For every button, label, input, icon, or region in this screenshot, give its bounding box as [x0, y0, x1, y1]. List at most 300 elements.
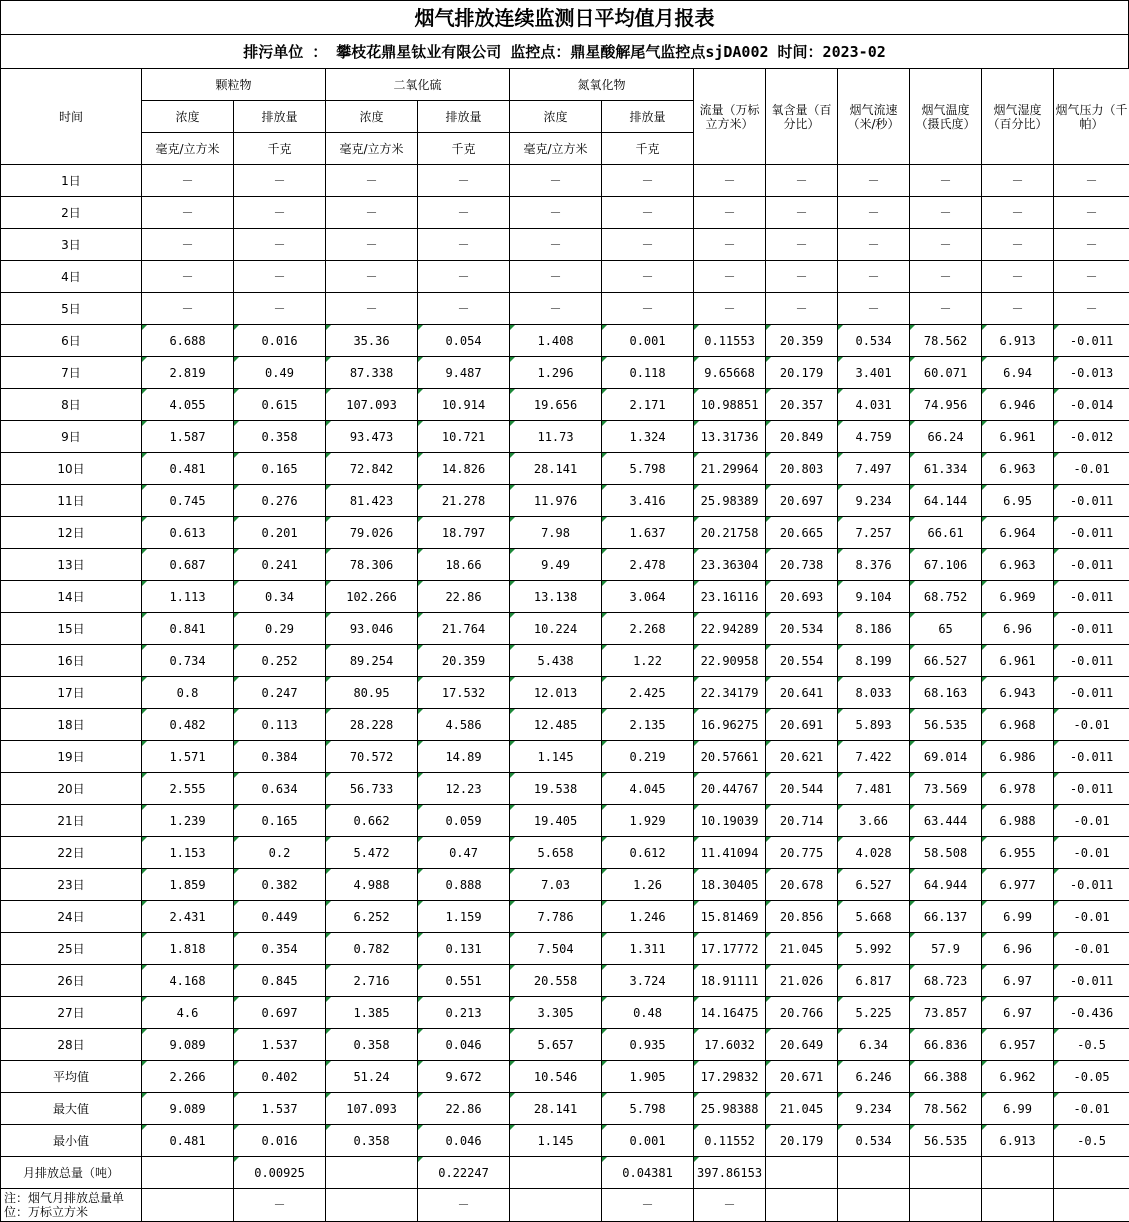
table-cell: 0.247 — [234, 677, 326, 709]
table-cell — [326, 1189, 418, 1222]
table-cell: 0.001 — [602, 1125, 694, 1157]
table-cell: 72.842 — [326, 453, 418, 485]
table-cell: 0.449 — [234, 901, 326, 933]
table-cell: － — [326, 261, 418, 293]
table-cell: 6.943 — [982, 677, 1054, 709]
table-cell: － — [766, 293, 838, 325]
unit-particulate-mass: 千克 — [234, 133, 326, 165]
table-cell: 6.964 — [982, 517, 1054, 549]
table-cell: － — [234, 293, 326, 325]
table-cell: -0.011 — [1054, 645, 1129, 677]
table-cell: 0.219 — [602, 741, 694, 773]
table-cell: 1.239 — [142, 805, 234, 837]
report-title: 烟气排放连续监测日平均值月报表 — [0, 0, 1129, 35]
table-cell: 5.658 — [510, 837, 602, 869]
table-cell: 10.721 — [418, 421, 510, 453]
table-cell: 3.66 — [838, 805, 910, 837]
unit-nox-conc: 毫克/立方米 — [510, 133, 602, 165]
table-cell: 81.423 — [326, 485, 418, 517]
table-cell: 22.86 — [418, 581, 510, 613]
table-cell: 0.612 — [602, 837, 694, 869]
table-cell: 6.961 — [982, 645, 1054, 677]
table-cell: － — [142, 165, 234, 197]
table-cell: 10.546 — [510, 1061, 602, 1093]
table-cell: － — [1054, 197, 1129, 229]
table-cell: 0.481 — [142, 453, 234, 485]
table-row — [1, 1157, 1129, 1189]
header-flow: 流量（万标立方米） — [694, 69, 766, 165]
table-cell: 66.836 — [910, 1029, 982, 1061]
table-cell: － — [234, 197, 326, 229]
table-cell: 66.24 — [910, 421, 982, 453]
table-cell: 20.179 — [766, 357, 838, 389]
table-cell: － — [234, 1189, 326, 1222]
row-label: 7日 — [1, 357, 142, 389]
table-cell — [766, 1189, 838, 1222]
table-cell: 0.131 — [418, 933, 510, 965]
table-cell: 0.935 — [602, 1029, 694, 1061]
row-label: 15日 — [1, 613, 142, 645]
table-cell: 5.992 — [838, 933, 910, 965]
table-cell: 0.358 — [326, 1125, 418, 1157]
table-cell: 14.826 — [418, 453, 510, 485]
table-cell: 0.382 — [234, 869, 326, 901]
table-cell: 0.201 — [234, 517, 326, 549]
table-row — [1, 613, 1129, 645]
row-label: 9日 — [1, 421, 142, 453]
table-cell: 20.714 — [766, 805, 838, 837]
table-cell: 10.224 — [510, 613, 602, 645]
table-cell: 1.859 — [142, 869, 234, 901]
table-cell: 6.96 — [982, 933, 1054, 965]
table-cell: 63.444 — [910, 805, 982, 837]
table-cell: 6.688 — [142, 325, 234, 357]
table-cell: 3.064 — [602, 581, 694, 613]
table-cell: 1.408 — [510, 325, 602, 357]
table-cell: -0.014 — [1054, 389, 1129, 421]
table-cell: 9.65668 — [694, 357, 766, 389]
table-cell: 6.978 — [982, 773, 1054, 805]
table-cell: 64.144 — [910, 485, 982, 517]
table-cell: 68.163 — [910, 677, 982, 709]
table-cell: － — [694, 165, 766, 197]
table-cell: 9.234 — [838, 485, 910, 517]
table-cell: -0.012 — [1054, 421, 1129, 453]
note-label: 注：烟气月排放总量单位：万标立方米 — [1, 1189, 142, 1222]
table-cell: 0.48 — [602, 997, 694, 1029]
table-cell: 56.733 — [326, 773, 418, 805]
table-cell: 7.03 — [510, 869, 602, 901]
table-row — [1, 197, 1129, 229]
table-cell: 18.30405 — [694, 869, 766, 901]
table-cell: -0.013 — [1054, 357, 1129, 389]
table-cell: 6.946 — [982, 389, 1054, 421]
table-cell: 73.857 — [910, 997, 982, 1029]
table-cell: 0.046 — [418, 1125, 510, 1157]
table-cell: 17.532 — [418, 677, 510, 709]
table-cell: 64.944 — [910, 869, 982, 901]
table-cell: 66.388 — [910, 1061, 982, 1093]
table-cell — [838, 1189, 910, 1222]
table-cell: -0.011 — [1054, 581, 1129, 613]
table-cell: 70.572 — [326, 741, 418, 773]
table-cell: 0.113 — [234, 709, 326, 741]
table-cell: 1.587 — [142, 421, 234, 453]
table-row — [1, 549, 1129, 581]
table-cell: 12.485 — [510, 709, 602, 741]
table-cell: 1.145 — [510, 1125, 602, 1157]
table-row — [1, 805, 1129, 837]
table-row — [1, 485, 1129, 517]
table-cell: 66.61 — [910, 517, 982, 549]
table-cell: － — [694, 1189, 766, 1222]
table-cell: 93.046 — [326, 613, 418, 645]
table-cell: 25.98389 — [694, 485, 766, 517]
table-cell: 6.963 — [982, 549, 1054, 581]
row-label: 最小值 — [1, 1125, 142, 1157]
table-cell: 9.672 — [418, 1061, 510, 1093]
unit-particulate-conc: 毫克/立方米 — [142, 133, 234, 165]
table-cell: － — [326, 197, 418, 229]
table-cell: － — [326, 165, 418, 197]
table-cell: － — [766, 261, 838, 293]
row-label: 6日 — [1, 325, 142, 357]
table-cell: － — [694, 197, 766, 229]
table-cell: 23.16116 — [694, 581, 766, 613]
table-cell: 1.153 — [142, 837, 234, 869]
table-cell: 13.138 — [510, 581, 602, 613]
table-cell: -0.01 — [1054, 933, 1129, 965]
table-row — [1, 357, 1129, 389]
table-cell: 14.89 — [418, 741, 510, 773]
report-subtitle: 排污单位 ： 攀枝花鼎星钛业有限公司 监控点：鼎星酸解尾气监控点sjDA002 时间：2023-02 — [0, 34, 1129, 69]
table-cell: 79.026 — [326, 517, 418, 549]
table-cell: － — [910, 293, 982, 325]
table-cell: 5.798 — [602, 453, 694, 485]
table-cell: 20.359 — [766, 325, 838, 357]
table-cell: 12.23 — [418, 773, 510, 805]
table-cell: 0.551 — [418, 965, 510, 997]
table-cell: 20.766 — [766, 997, 838, 1029]
table-cell: 7.257 — [838, 517, 910, 549]
table-cell: 20.671 — [766, 1061, 838, 1093]
table-cell: 0.054 — [418, 325, 510, 357]
table-cell: 4.045 — [602, 773, 694, 805]
header-oxygen: 氧含量（百分比） — [766, 69, 838, 165]
table-cell: 4.759 — [838, 421, 910, 453]
row-label: 28日 — [1, 1029, 142, 1061]
table-cell — [510, 1157, 602, 1189]
table-cell: － — [694, 261, 766, 293]
table-cell: -0.011 — [1054, 549, 1129, 581]
table-cell: 1.311 — [602, 933, 694, 965]
table-cell: 6.963 — [982, 453, 1054, 485]
table-cell: － — [234, 261, 326, 293]
row-label: 1日 — [1, 165, 142, 197]
table-cell: 6.94 — [982, 357, 1054, 389]
table-cell: 0.697 — [234, 997, 326, 1029]
row-label: 14日 — [1, 581, 142, 613]
table-cell: 2.135 — [602, 709, 694, 741]
table-cell: － — [326, 293, 418, 325]
table-row — [1, 229, 1129, 261]
table-cell: 0.8 — [142, 677, 234, 709]
table-cell: 10.914 — [418, 389, 510, 421]
table-cell: 0.384 — [234, 741, 326, 773]
table-cell: 51.24 — [326, 1061, 418, 1093]
table-cell: 0.888 — [418, 869, 510, 901]
table-cell: 6.817 — [838, 965, 910, 997]
table-cell: 0.662 — [326, 805, 418, 837]
table-cell: － — [982, 165, 1054, 197]
table-cell: － — [602, 165, 694, 197]
table-cell — [510, 1189, 602, 1222]
table-cell: 2.716 — [326, 965, 418, 997]
table-row — [1, 1125, 1129, 1157]
table-cell — [1054, 1157, 1129, 1189]
table-cell: － — [510, 293, 602, 325]
table-cell: 0.241 — [234, 549, 326, 581]
row-label: 22日 — [1, 837, 142, 869]
table-cell: － — [510, 197, 602, 229]
row-label: 10日 — [1, 453, 142, 485]
table-cell: 107.093 — [326, 389, 418, 421]
table-cell: 4.031 — [838, 389, 910, 421]
table-cell: 9.104 — [838, 581, 910, 613]
table-cell: 20.179 — [766, 1125, 838, 1157]
table-cell: 0.059 — [418, 805, 510, 837]
table-cell: 4.028 — [838, 837, 910, 869]
table-cell: 3.416 — [602, 485, 694, 517]
table-row — [1, 837, 1129, 869]
table-cell: 20.693 — [766, 581, 838, 613]
table-cell: 0.845 — [234, 965, 326, 997]
table-cell: 1.26 — [602, 869, 694, 901]
row-label: 26日 — [1, 965, 142, 997]
table-cell: 21.764 — [418, 613, 510, 645]
table-cell: 17.29832 — [694, 1061, 766, 1093]
table-cell: 6.913 — [982, 1125, 1054, 1157]
table-cell: 20.44767 — [694, 773, 766, 805]
table-cell: 4.055 — [142, 389, 234, 421]
table-cell: 18.66 — [418, 549, 510, 581]
table-cell: － — [694, 229, 766, 261]
table-cell: － — [234, 229, 326, 261]
row-label: 12日 — [1, 517, 142, 549]
table-cell: － — [982, 261, 1054, 293]
table-cell: 20.554 — [766, 645, 838, 677]
table-cell: 89.254 — [326, 645, 418, 677]
table-row — [1, 901, 1129, 933]
table-cell: 20.775 — [766, 837, 838, 869]
table-cell: 397.86153 — [694, 1157, 766, 1189]
table-cell: 1.637 — [602, 517, 694, 549]
table-cell: -0.01 — [1054, 837, 1129, 869]
table-cell: -0.011 — [1054, 677, 1129, 709]
table-cell: 0.534 — [838, 1125, 910, 1157]
table-cell: － — [838, 165, 910, 197]
table-cell: 7.497 — [838, 453, 910, 485]
header-temperature: 烟气温度（摄氏度） — [910, 69, 982, 165]
table-cell: 0.402 — [234, 1061, 326, 1093]
table-cell: 6.34 — [838, 1029, 910, 1061]
table-cell: 1.385 — [326, 997, 418, 1029]
table-cell: 3.724 — [602, 965, 694, 997]
unit-so2-conc: 毫克/立方米 — [326, 133, 418, 165]
table-row — [1, 293, 1129, 325]
table-cell: 73.569 — [910, 773, 982, 805]
table-cell: 20.357 — [766, 389, 838, 421]
row-label: 平均值 — [1, 1061, 142, 1093]
table-cell: 6.913 — [982, 325, 1054, 357]
table-cell: － — [418, 293, 510, 325]
table-row — [1, 325, 1129, 357]
table-cell: -0.05 — [1054, 1061, 1129, 1093]
table-row — [1, 741, 1129, 773]
table-cell: 6.97 — [982, 965, 1054, 997]
table-cell: 7.786 — [510, 901, 602, 933]
table-cell: 20.856 — [766, 901, 838, 933]
table-cell: 87.338 — [326, 357, 418, 389]
table-cell: 0.001 — [602, 325, 694, 357]
table-row — [1, 421, 1129, 453]
table-row — [1, 165, 1129, 197]
table-cell: 0.252 — [234, 645, 326, 677]
table-cell: 20.803 — [766, 453, 838, 485]
table-cell: 0.29 — [234, 613, 326, 645]
table-cell: 4.586 — [418, 709, 510, 741]
table-cell: 6.95 — [982, 485, 1054, 517]
table-cell: 1.818 — [142, 933, 234, 965]
table-cell: 0.213 — [418, 997, 510, 1029]
row-label: 最大值 — [1, 1093, 142, 1125]
table-cell: 0.358 — [326, 1029, 418, 1061]
row-label: 3日 — [1, 229, 142, 261]
table-cell: -0.011 — [1054, 965, 1129, 997]
table-cell: 21.278 — [418, 485, 510, 517]
table-cell: 0.49 — [234, 357, 326, 389]
table-row — [1, 581, 1129, 613]
table-cell: 20.738 — [766, 549, 838, 581]
table-row — [1, 997, 1129, 1029]
table-cell: 9.49 — [510, 549, 602, 581]
table-cell: 3.305 — [510, 997, 602, 1029]
table-cell: -0.01 — [1054, 709, 1129, 741]
table-cell: － — [838, 197, 910, 229]
table-cell: 80.95 — [326, 677, 418, 709]
table-cell: 19.656 — [510, 389, 602, 421]
row-label: 27日 — [1, 997, 142, 1029]
table-cell: 18.91111 — [694, 965, 766, 997]
header-nox-conc: 浓度 — [510, 101, 602, 133]
table-cell: 0.04381 — [602, 1157, 694, 1189]
table-cell: 5.798 — [602, 1093, 694, 1125]
row-label: 5日 — [1, 293, 142, 325]
table-cell: 11.976 — [510, 485, 602, 517]
table-cell: 14.16475 — [694, 997, 766, 1029]
table-cell: 66.137 — [910, 901, 982, 933]
table-cell: 28.141 — [510, 1093, 602, 1125]
table-cell: 12.013 — [510, 677, 602, 709]
table-cell: -0.01 — [1054, 901, 1129, 933]
table-cell: 0.482 — [142, 709, 234, 741]
row-label: 4日 — [1, 261, 142, 293]
table-cell: 1.22 — [602, 645, 694, 677]
table-cell: -0.011 — [1054, 773, 1129, 805]
table-cell: 1.246 — [602, 901, 694, 933]
table-cell: 5.657 — [510, 1029, 602, 1061]
table-cell — [142, 1157, 234, 1189]
table-row — [1, 645, 1129, 677]
table-cell: 9.089 — [142, 1093, 234, 1125]
table-cell: － — [510, 165, 602, 197]
table-cell: 20.849 — [766, 421, 838, 453]
table-cell: 68.752 — [910, 581, 982, 613]
table-cell: 0.016 — [234, 1125, 326, 1157]
table-row — [1, 453, 1129, 485]
table-cell: 4.6 — [142, 997, 234, 1029]
table-cell: 5.438 — [510, 645, 602, 677]
table-cell: 78.562 — [910, 1093, 982, 1125]
table-cell: 17.6032 — [694, 1029, 766, 1061]
table-cell: 0.11553 — [694, 325, 766, 357]
unit-so2-mass: 千克 — [418, 133, 510, 165]
table-cell: 8.199 — [838, 645, 910, 677]
row-label: 17日 — [1, 677, 142, 709]
table-cell: 6.957 — [982, 1029, 1054, 1061]
table-cell: 7.422 — [838, 741, 910, 773]
table-cell: 61.334 — [910, 453, 982, 485]
table-cell: -0.011 — [1054, 485, 1129, 517]
table-cell: 8.186 — [838, 613, 910, 645]
table-cell: 2.431 — [142, 901, 234, 933]
table-cell: 0.615 — [234, 389, 326, 421]
table-cell: 22.94289 — [694, 613, 766, 645]
table-cell: 7.481 — [838, 773, 910, 805]
table-cell: － — [910, 197, 982, 229]
table-cell: 5.472 — [326, 837, 418, 869]
table-row — [1, 1093, 1129, 1125]
table-cell: － — [766, 197, 838, 229]
header-humidity: 烟气湿度（百分比） — [982, 69, 1054, 165]
table-row — [1, 773, 1129, 805]
table-cell: － — [1054, 229, 1129, 261]
table-cell — [766, 1157, 838, 1189]
table-cell: 2.171 — [602, 389, 694, 421]
table-cell: 107.093 — [326, 1093, 418, 1125]
table-cell: 21.045 — [766, 933, 838, 965]
table-cell: － — [1054, 261, 1129, 293]
table-cell: 4.988 — [326, 869, 418, 901]
table-cell: 20.21758 — [694, 517, 766, 549]
table-cell: 6.97 — [982, 997, 1054, 1029]
table-cell: － — [766, 165, 838, 197]
table-cell: 78.306 — [326, 549, 418, 581]
table-cell: 0.2 — [234, 837, 326, 869]
table-cell: － — [602, 229, 694, 261]
table-cell: 22.86 — [418, 1093, 510, 1125]
table-cell: 0.00925 — [234, 1157, 326, 1189]
table-cell: － — [418, 165, 510, 197]
table-cell — [982, 1189, 1054, 1222]
table-cell: 2.819 — [142, 357, 234, 389]
table-cell: 1.145 — [510, 741, 602, 773]
table-cell: 0.481 — [142, 1125, 234, 1157]
table-cell: 56.535 — [910, 1125, 982, 1157]
table-cell: － — [982, 197, 1054, 229]
table-cell: － — [910, 229, 982, 261]
table-cell: 10.98851 — [694, 389, 766, 421]
